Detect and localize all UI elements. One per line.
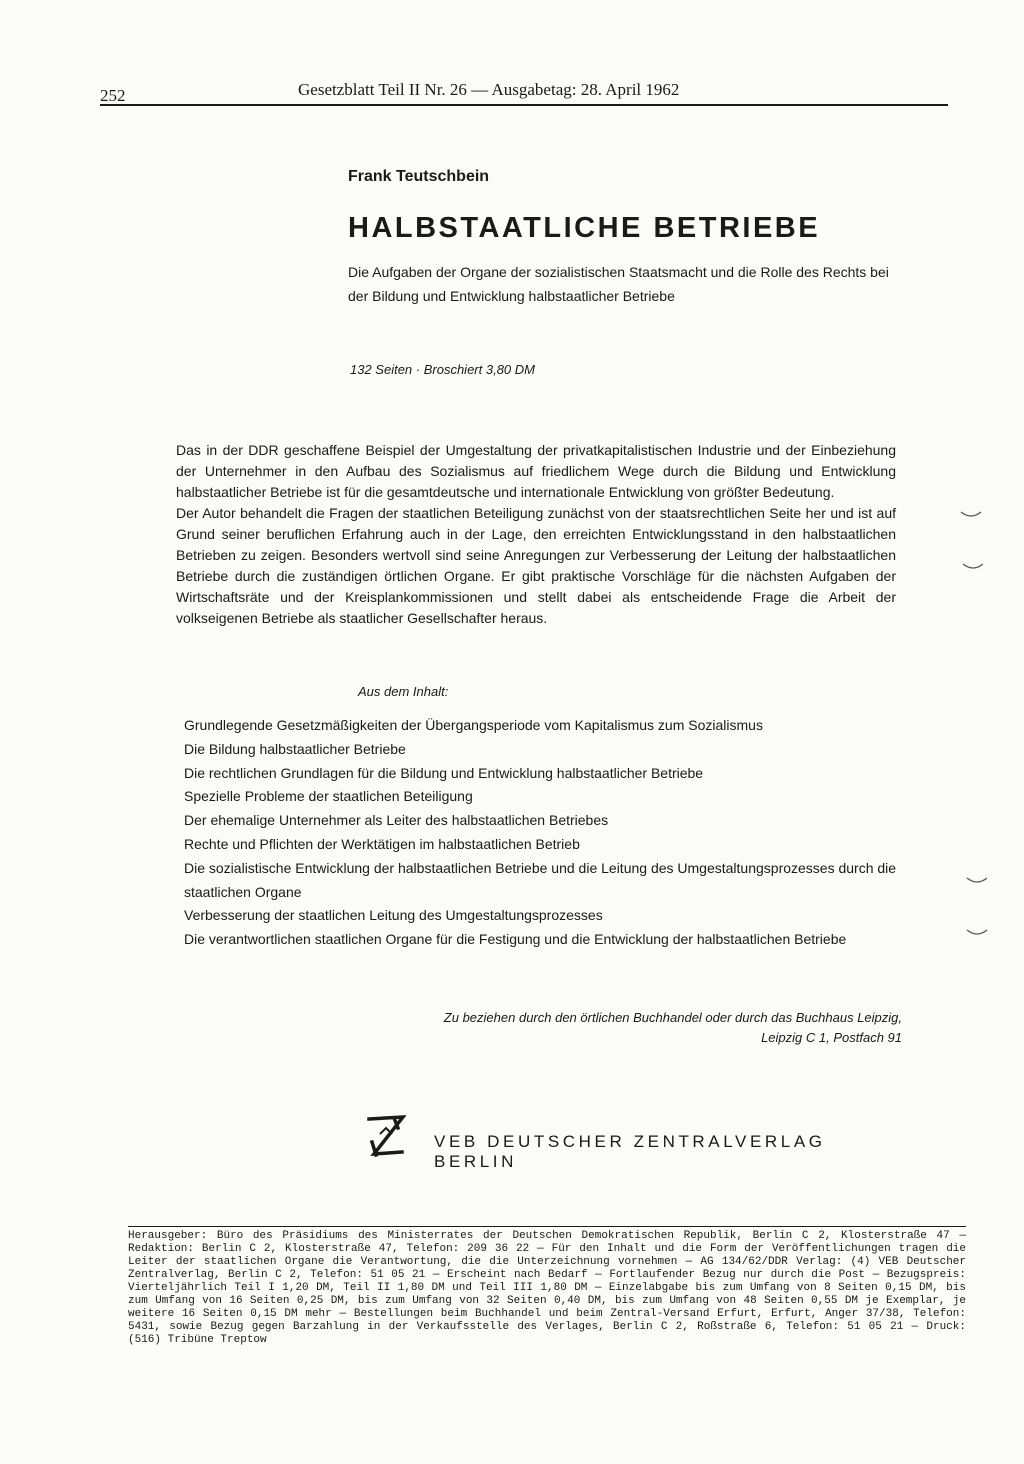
book-subtitle: Die Aufgaben der Organe der sozialistischen Staatsmacht und die Rolle des Rechts bei der Bildung und Entwicklung halbstaatlicher Betriebe: [348, 264, 889, 304]
zv-publisher-logo-icon: [366, 1112, 406, 1162]
contents-item: Der ehemalige Unternehmer als Leiter des halbstaatlichen Betriebes: [184, 812, 609, 829]
contents-item: Die Bildung halbstaatlicher Betriebe: [184, 740, 406, 757]
contents-heading: Aus dem Inhalt:: [358, 684, 449, 699]
page-header: [100, 78, 948, 106]
order-note: [444, 1008, 902, 1048]
running-head: Gesetzblatt Teil II Nr. 26 — Ausgabetag: 28. April 1962: [298, 80, 680, 99]
contents-item: Die verantwortlichen staatlichen Organe für die Festigung und die Entwicklung der halbstaatlichen Betriebe: [184, 931, 847, 948]
page-number: 252: [100, 86, 126, 105]
imprint-text: Herausgeber: Büro des Präsidiums des Ministerrates der Deutschen Demokratischen Republik, Berlin C 2, Klosterstraße 47 — Redaktion: Berlin C 2, Klosterstraße 47, Telefon: 209 36 22 — Für den Inhalt und die Form der Veröffentlichungen tragen die Leiter der staatlichen Organe die Verantwortung, die die Unterzeichnung vornehmen — AG 134/62/DDR Verlag: (4) VEB Deutscher Zentralverlag, Berlin C 2, Telefon: 51 05 21 — Erscheint nach Bedarf — Fortlaufender Bezug nur durch die Post — Bezugspreis: Vierteljährlich Teil I 1,20 DM, Teil II 1,80 DM und Teil III 1,80 DM — Einzelabgabe bis zum Umfang von 8 Seiten 0,15 DM, bis zum Umfang von 16 Seiten 0,25 DM, bis zum Umfang von 32 Seiten 0,40 DM, bis zum Umfang von 48 Seiten 0,55 DM je Exemplar, je weitere 16 Seiten 0,15 DM mehr — Bestellungen beim Buchhandel und beim Zentral-Versand Erfurt, Erfurt, Anger 37/38, Telefon: 5431, sowie Bezug gegen Barzahlung in der Verkaufsstelle des Verlages, Berlin C 2, Roßstraße 6, Telefon: 51 05 21 — Druck: (516) Tribüne Treptow: [128, 1230, 966, 1346]
margin-mark: [960, 510, 982, 520]
imprint-divider: [128, 1226, 966, 1227]
margin-mark: [962, 562, 984, 572]
book-description: [176, 440, 896, 629]
margin-mark: [966, 928, 988, 938]
order-note-line: Zu beziehen durch den örtlichen Buchhandel oder durch das Buchhaus Leipzig,: [443, 1010, 902, 1025]
description-paragraph: Das in der DDR geschaffene Beispiel der Umgestaltung der privatkapitalistischen Industrie und der Einbeziehung der Unternehmer in den Aufbau des Sozialismus auf friedlichem Wege durch die Bildung und Entwicklung halbstaatlicher Betriebe ist für die gesamtdeutsche und internationale Entwicklung von größter Bedeutung.: [176, 442, 896, 500]
contents-item: Spezielle Probleme der staatlichen Beteiligung: [184, 788, 473, 805]
description-paragraph: Der Autor behandelt die Fragen der staatlichen Beteiligung zunächst von der staatsrechtlichen Seite her und ist auf Grund seiner beruflichen Erfahrung auch in der Lage, den erreichten Entwicklungsstand in den halbstaatlichen Betrieben zu zeigen. Besonders wertvoll sind seine Anregungen zur Verbesserung der Leitung der halbstaatlichen Betriebe durch die zuständigen örtlichen Organe. Er gibt praktische Vorschläge für die nächsten Aufgaben der Wirtschaftsräte und der Kreisplankommissionen und stellt dabei als entscheidende Frage die Arbeit der volkseigenen Betriebe als staatlicher Gesellschafter heraus.: [176, 505, 896, 626]
contents-item: Die sozialistische Entwicklung der halbstaatlichen Betriebe und die Leitung des Umgestaltungsprozesses durch die staatlichen Organe: [184, 859, 897, 900]
book-author: Frank Teutschbein: [348, 168, 490, 185]
publisher-name: VEB DEUTSCHER ZENTRALVERLAG BERLIN: [434, 1132, 826, 1171]
contents-item: Die rechtlichen Grundlagen für die Bildung und Entwicklung halbstaatlicher Betriebe: [184, 764, 704, 781]
contents-item: Rechte und Pflichten der Werktätigen im halbstaatlichen Betrieb: [184, 835, 580, 852]
order-note-line: Leipzig C 1, Postfach 91: [761, 1030, 902, 1045]
contents-item: Verbesserung der staatlichen Leitung des Umgestaltungsprozesses: [184, 907, 603, 924]
publisher-block: [366, 1112, 906, 1171]
book-title: HALBSTAATLICHE BETRIEBE: [348, 212, 821, 244]
contents-item: Grundlegende Gesetzmäßigkeiten der Übergangsperiode vom Kapitalismus zum Sozialismus: [184, 717, 763, 733]
margin-mark: [966, 876, 988, 886]
book-info: 132 Seiten · Broschiert 3,80 DM: [350, 362, 535, 377]
contents-list: [184, 714, 900, 952]
